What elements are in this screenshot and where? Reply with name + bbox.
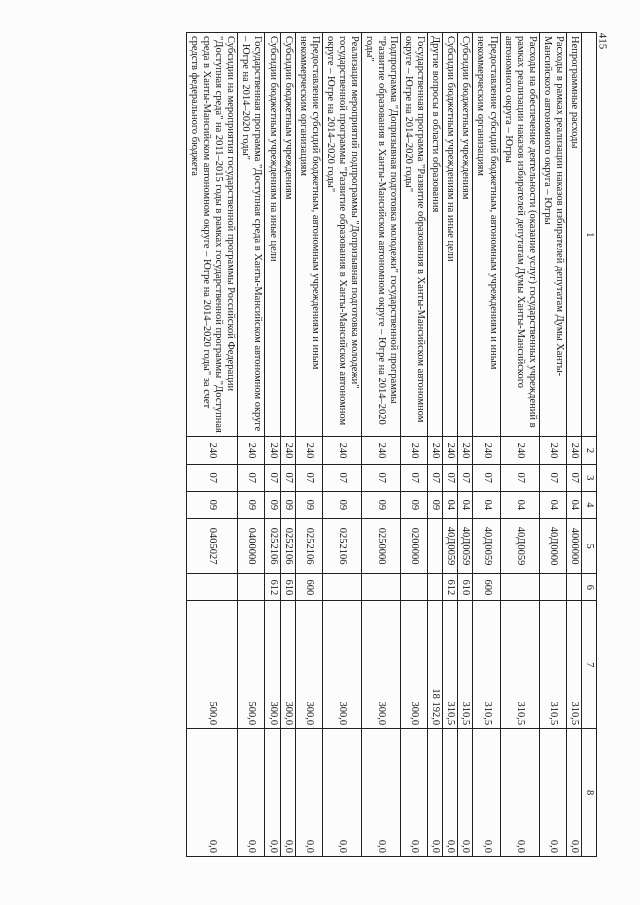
cell-target-article: 0252106 xyxy=(295,518,322,573)
table-body xyxy=(187,33,582,857)
cell-ministry-code: 240 xyxy=(458,437,473,464)
cell-subsection: 04 xyxy=(443,491,458,518)
cell-subsection: 09 xyxy=(361,491,400,518)
cell-expense-type: 600 xyxy=(473,574,500,601)
header-col-1: 1 xyxy=(581,33,596,437)
cell-amount: 310,5 xyxy=(566,601,581,729)
cell-target-article: 0252106 xyxy=(265,518,280,573)
cell-ministry-code: 240 xyxy=(428,437,443,464)
cell-name: Государственная программа "Доступная среда в Ханты-Мансийском автономном округе – Югре на 2014–2020 годы" xyxy=(238,33,265,437)
cell-amount: 300,0 xyxy=(295,601,322,729)
cell-expense-type xyxy=(566,574,581,601)
cell-section: 07 xyxy=(265,464,280,491)
cell-name: Субсидии на мероприятия государственной программы Российской Федерации "Доступная среда" на 2011–2015 годы в рамках государственной программы "Доступная среда в Ханты-Мансийском автономном округе – Югре на 2014–2020 годы" за счет средств федерального бюджета xyxy=(187,33,238,437)
cell-section: 07 xyxy=(401,464,428,491)
cell-section: 07 xyxy=(187,464,238,491)
cell-amount: 310,5 xyxy=(500,601,539,729)
cell-ministry-code: 240 xyxy=(295,437,322,464)
cell-section: 07 xyxy=(443,464,458,491)
cell-expense-type xyxy=(401,574,428,601)
table-rotated-container xyxy=(97,32,597,857)
page-number: 415 xyxy=(595,32,608,50)
cell-subsection: 09 xyxy=(280,491,295,518)
cell-ministry-code: 240 xyxy=(401,437,428,464)
cell-ministry-code: 240 xyxy=(265,437,280,464)
cell-section: 07 xyxy=(361,464,400,491)
cell-section: 07 xyxy=(322,464,361,491)
header-col-8: 8 xyxy=(581,729,596,857)
cell-ministry-code: 240 xyxy=(280,437,295,464)
cell-name: Подпрограмма "Допризывная подготовка молодежи" государственной программы "Развитие образования в Ханты-Мансийском автономном округе – Югре на 2014–2020 годы" xyxy=(361,33,400,437)
header-col-6: 6 xyxy=(581,574,596,601)
table-row xyxy=(566,33,581,857)
cell-amount: 18 192,0 xyxy=(428,601,443,729)
cell-ministry-code: 240 xyxy=(238,437,265,464)
cell-ministry-code: 240 xyxy=(322,437,361,464)
cell-expense-type xyxy=(238,574,265,601)
cell-ministry-code: 240 xyxy=(500,437,539,464)
cell-subsection: 04 xyxy=(566,491,581,518)
cell-name: Реализация мероприятий подпрограммы "Допризывная подготовка молодежи" государственной программы "Развитие образования в Ханты-Мансийском автономном округе – Югре на 2014–2020 годы" xyxy=(322,33,361,437)
cell-amount-2: 0,0 xyxy=(280,729,295,857)
cell-ministry-code: 240 xyxy=(539,437,566,464)
cell-name: Непрограммные расходы xyxy=(566,33,581,437)
cell-name: Субсидии бюджетным учреждениям на иные цели xyxy=(265,33,280,437)
cell-subsection: 04 xyxy=(500,491,539,518)
header-col-7: 7 xyxy=(581,601,596,729)
table-row xyxy=(295,33,322,857)
cell-amount: 500,0 xyxy=(187,601,238,729)
cell-target-article xyxy=(428,518,443,573)
header-col-5: 5 xyxy=(581,518,596,573)
cell-name: Государственная программа "Развитие образования в Ханты-Мансийском автономном округе – Югре на 2014–2020 годы" xyxy=(401,33,428,437)
cell-subsection: 09 xyxy=(187,491,238,518)
table-row xyxy=(187,33,238,857)
cell-amount: 300,0 xyxy=(401,601,428,729)
table-header-row xyxy=(581,33,596,857)
cell-subsection: 04 xyxy=(473,491,500,518)
cell-expense-type xyxy=(428,574,443,601)
cell-subsection: 09 xyxy=(238,491,265,518)
cell-amount-2: 0,0 xyxy=(238,729,265,857)
cell-amount: 300,0 xyxy=(265,601,280,729)
cell-expense-type: 610 xyxy=(458,574,473,601)
header-col-4: 4 xyxy=(581,491,596,518)
cell-subsection: 09 xyxy=(295,491,322,518)
table-row xyxy=(401,33,428,857)
cell-amount: 300,0 xyxy=(361,601,400,729)
cell-target-article: 40Д0059 xyxy=(473,518,500,573)
cell-ministry-code: 240 xyxy=(443,437,458,464)
cell-amount-2: 0,0 xyxy=(428,729,443,857)
table-row xyxy=(322,33,361,857)
cell-amount-2: 0,0 xyxy=(500,729,539,857)
cell-amount: 500,0 xyxy=(238,601,265,729)
table-row xyxy=(280,33,295,857)
table-row xyxy=(458,33,473,857)
cell-expense-type: 612 xyxy=(443,574,458,601)
cell-amount-2: 0,0 xyxy=(322,729,361,857)
budget-table xyxy=(186,32,597,857)
cell-amount-2: 0,0 xyxy=(566,729,581,857)
cell-subsection: 09 xyxy=(322,491,361,518)
cell-section: 07 xyxy=(238,464,265,491)
cell-subsection: 04 xyxy=(458,491,473,518)
cell-target-article: 4000000 xyxy=(566,518,581,573)
cell-target-article: 40Д0059 xyxy=(443,518,458,573)
cell-section: 07 xyxy=(500,464,539,491)
cell-name: Субсидии бюджетным учреждениям на иные цели xyxy=(443,33,458,437)
cell-name: Другие вопросы в области образования xyxy=(428,33,443,437)
cell-expense-type: 600 xyxy=(295,574,322,601)
cell-section: 07 xyxy=(428,464,443,491)
cell-section: 07 xyxy=(458,464,473,491)
cell-amount-2: 0,0 xyxy=(187,729,238,857)
cell-subsection: 09 xyxy=(265,491,280,518)
cell-amount: 310,5 xyxy=(458,601,473,729)
cell-section: 07 xyxy=(566,464,581,491)
cell-expense-type xyxy=(500,574,539,601)
table-row xyxy=(443,33,458,857)
cell-target-article: 0252106 xyxy=(322,518,361,573)
cell-name: Расходы на обеспечение деятельности (оказание услуг) государственных учреждений в рамках реализации наказов избирателей депутатам Думы Ханты-Мансийского автономного округа – Югры xyxy=(500,33,539,437)
cell-amount-2: 0,0 xyxy=(473,729,500,857)
cell-amount: 300,0 xyxy=(322,601,361,729)
cell-amount: 310,5 xyxy=(539,601,566,729)
table-row xyxy=(473,33,500,857)
table-row xyxy=(500,33,539,857)
cell-name: Расходы в рамках реализации наказов избирателей депутатам Думы Ханты-Мансийского автономного округа – Югры xyxy=(539,33,566,437)
cell-name: Субсидии бюджетным учреждениям xyxy=(280,33,295,437)
cell-amount: 300,0 xyxy=(280,601,295,729)
cell-ministry-code: 240 xyxy=(566,437,581,464)
cell-target-article: 40Д0000 xyxy=(539,518,566,573)
cell-section: 07 xyxy=(280,464,295,491)
cell-expense-type: 612 xyxy=(265,574,280,601)
cell-target-article: 40Д0059 xyxy=(500,518,539,573)
header-col-2: 2 xyxy=(581,437,596,464)
cell-expense-type xyxy=(187,574,238,601)
cell-section: 07 xyxy=(473,464,500,491)
cell-expense-type xyxy=(361,574,400,601)
cell-ministry-code: 240 xyxy=(187,437,238,464)
table-row xyxy=(539,33,566,857)
cell-ministry-code: 240 xyxy=(473,437,500,464)
cell-name: Предоставление субсидий бюджетным, автономным учреждениям и иным некоммерческим организациям xyxy=(473,33,500,437)
cell-section: 07 xyxy=(295,464,322,491)
cell-amount-2: 0,0 xyxy=(295,729,322,857)
cell-amount-2: 0,0 xyxy=(265,729,280,857)
cell-target-article: 0400000 xyxy=(238,518,265,573)
cell-expense-type xyxy=(539,574,566,601)
header-col-3: 3 xyxy=(581,464,596,491)
table-row xyxy=(428,33,443,857)
cell-amount-2: 0,0 xyxy=(361,729,400,857)
cell-name: Предоставление субсидий бюджетным, автономным учреждениям и иным некоммерческим организациям xyxy=(295,33,322,437)
cell-name: Субсидии бюджетным учреждениям xyxy=(458,33,473,437)
cell-ministry-code: 240 xyxy=(361,437,400,464)
cell-amount: 310,5 xyxy=(473,601,500,729)
cell-target-article: 0250000 xyxy=(361,518,400,573)
cell-section: 07 xyxy=(539,464,566,491)
cell-subsection: 09 xyxy=(428,491,443,518)
cell-expense-type xyxy=(322,574,361,601)
cell-amount-2: 0,0 xyxy=(443,729,458,857)
cell-amount-2: 0,0 xyxy=(539,729,566,857)
cell-target-article: 0405027 xyxy=(187,518,238,573)
cell-amount-2: 0,0 xyxy=(401,729,428,857)
cell-amount: 310,5 xyxy=(443,601,458,729)
table-row xyxy=(361,33,400,857)
cell-target-article: 40Д0059 xyxy=(458,518,473,573)
cell-expense-type: 610 xyxy=(280,574,295,601)
cell-subsection: 09 xyxy=(401,491,428,518)
cell-amount-2: 0,0 xyxy=(458,729,473,857)
document-page xyxy=(97,32,597,857)
table-row xyxy=(265,33,280,857)
cell-subsection: 04 xyxy=(539,491,566,518)
table-row xyxy=(238,33,265,857)
cell-target-article: 0200000 xyxy=(401,518,428,573)
cell-target-article: 0252106 xyxy=(280,518,295,573)
